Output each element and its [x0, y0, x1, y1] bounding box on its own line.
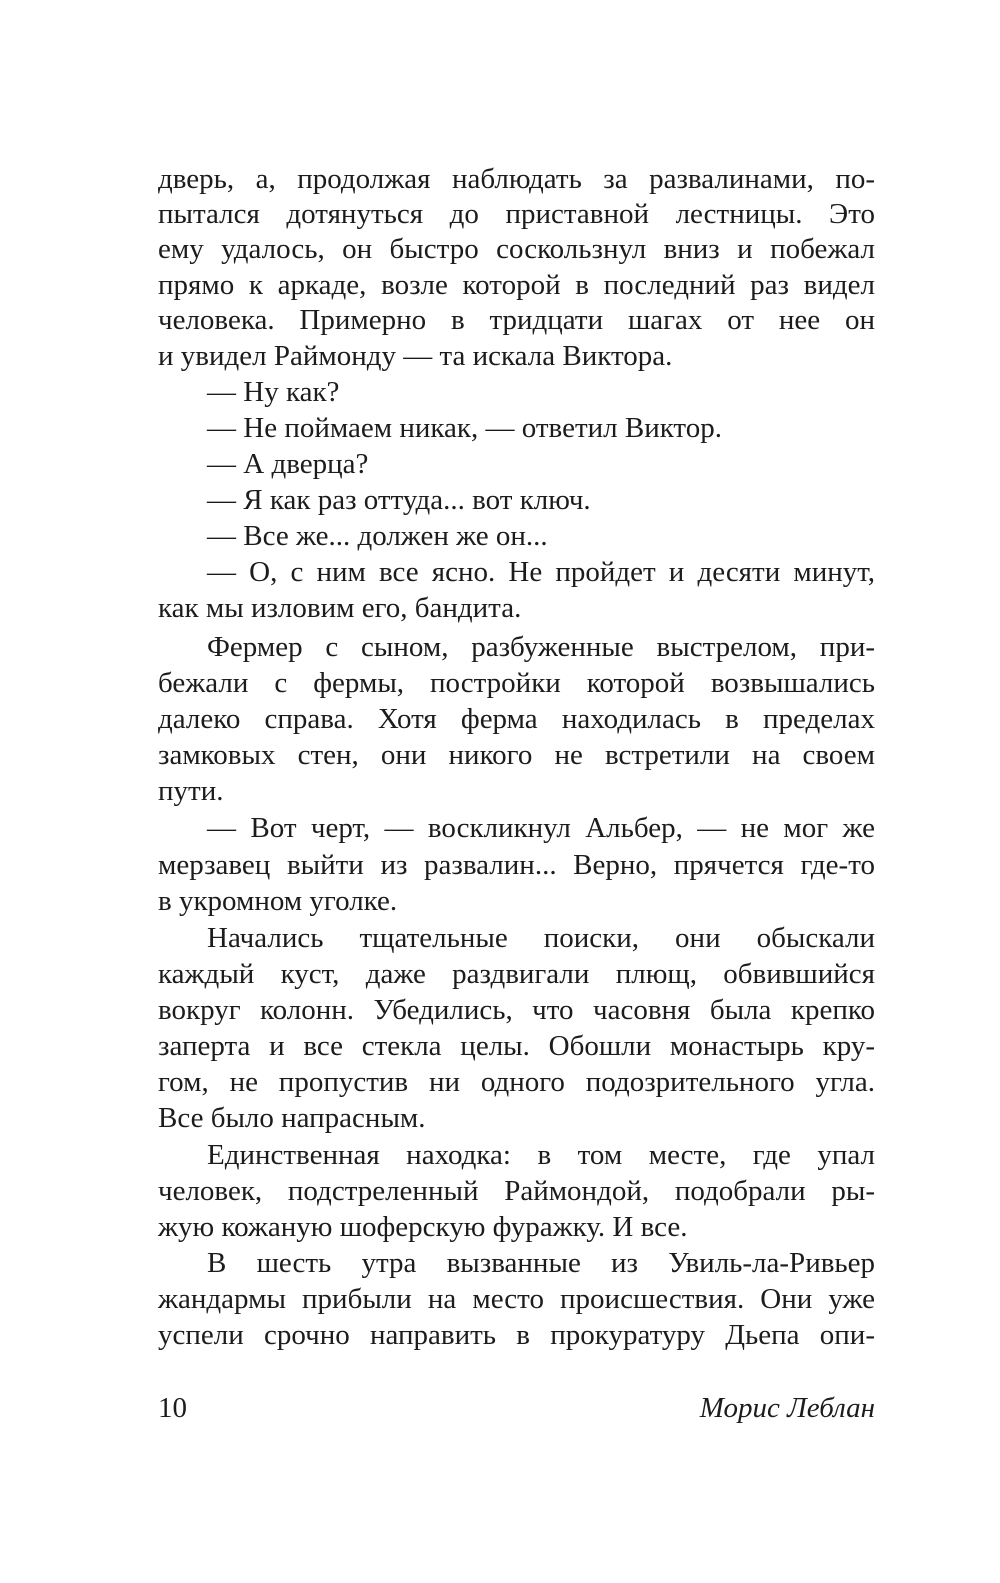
text-line: жую кожаную шоферскую фуражку. И все.	[158, 1211, 688, 1243]
text-line: замковых стен, они никого не встретили на своем	[158, 739, 875, 771]
text-line: пытался дотянуться до приставной лестницы. Это	[158, 198, 875, 230]
text-line: далеко справа. Хотя ферма находилась в пределах	[158, 703, 875, 735]
paragraph-first-line: Единственная находка: в том месте, где упал	[207, 1139, 875, 1171]
dialogue-line: — О, с ним все ясно. Не пройдет и десяти минут,	[207, 556, 875, 588]
page-number: 10	[158, 1392, 187, 1424]
paragraph-first-line: В шесть утра вызванные из Увиль-ла-Ривьер	[207, 1247, 875, 1279]
dialogue-line: — Все же... должен же он...	[207, 520, 548, 552]
text-line: успели срочно направить в прокуратуру Дьепа опи-	[158, 1319, 875, 1351]
text-line: жандармы прибыли на место происшествия. Они уже	[158, 1283, 875, 1315]
text-line: человек, подстреленный Раймондой, подобрали ры-	[158, 1175, 875, 1207]
dialogue-line: — Ну как?	[207, 376, 340, 408]
text-line: пути.	[158, 775, 224, 807]
text-line: гом, не пропустив ни одного подозрительного угла.	[158, 1066, 875, 1098]
text-line: каждый куст, даже раздвигали плющ, обвившийся	[158, 958, 875, 990]
text-line: мерзавец выйти из развалин... Верно, прячется где-то	[158, 849, 875, 881]
text-line: и увидел Раймонду — та искала Виктора.	[158, 340, 673, 372]
text-line: Все было напрасным.	[158, 1102, 426, 1134]
dialogue-line: — Я как раз оттуда... вот ключ.	[207, 484, 591, 516]
text-line: дверь, а, продолжая наблюдать за развалинами, по-	[158, 163, 875, 195]
paragraph-first-line: Начались тщательные поиски, они обыскали	[207, 922, 875, 954]
dialogue-line: — Не поймаем никак, — ответил Виктор.	[207, 412, 722, 444]
text-line: бежали с фермы, постройки которой возвышались	[158, 667, 875, 699]
text-line: в укромном уголке.	[158, 885, 398, 917]
dialogue-line: — А дверца?	[207, 448, 369, 480]
dialogue-line: — Вот черт, — воскликнул Альбер, — не мог же	[207, 812, 875, 844]
text-line: человека. Примерно в тридцати шагах от нее он	[158, 304, 875, 336]
paragraph-first-line: Фермер с сыном, разбуженные выстрелом, при-	[207, 631, 875, 663]
text-line: ему удалось, он быстро соскользнул вниз и побежал	[158, 233, 875, 265]
text-line: как мы изловим его, бандита.	[158, 592, 522, 624]
text-line: прямо к аркаде, возле которой в последний раз видел	[158, 269, 875, 301]
text-line: заперта и все стекла целы. Обошли монастырь кру-	[158, 1030, 875, 1062]
text-line: вокруг колонн. Убедились, что часовня была крепко	[158, 994, 875, 1026]
author-running-footer: Морис Леблан	[699, 1392, 875, 1424]
